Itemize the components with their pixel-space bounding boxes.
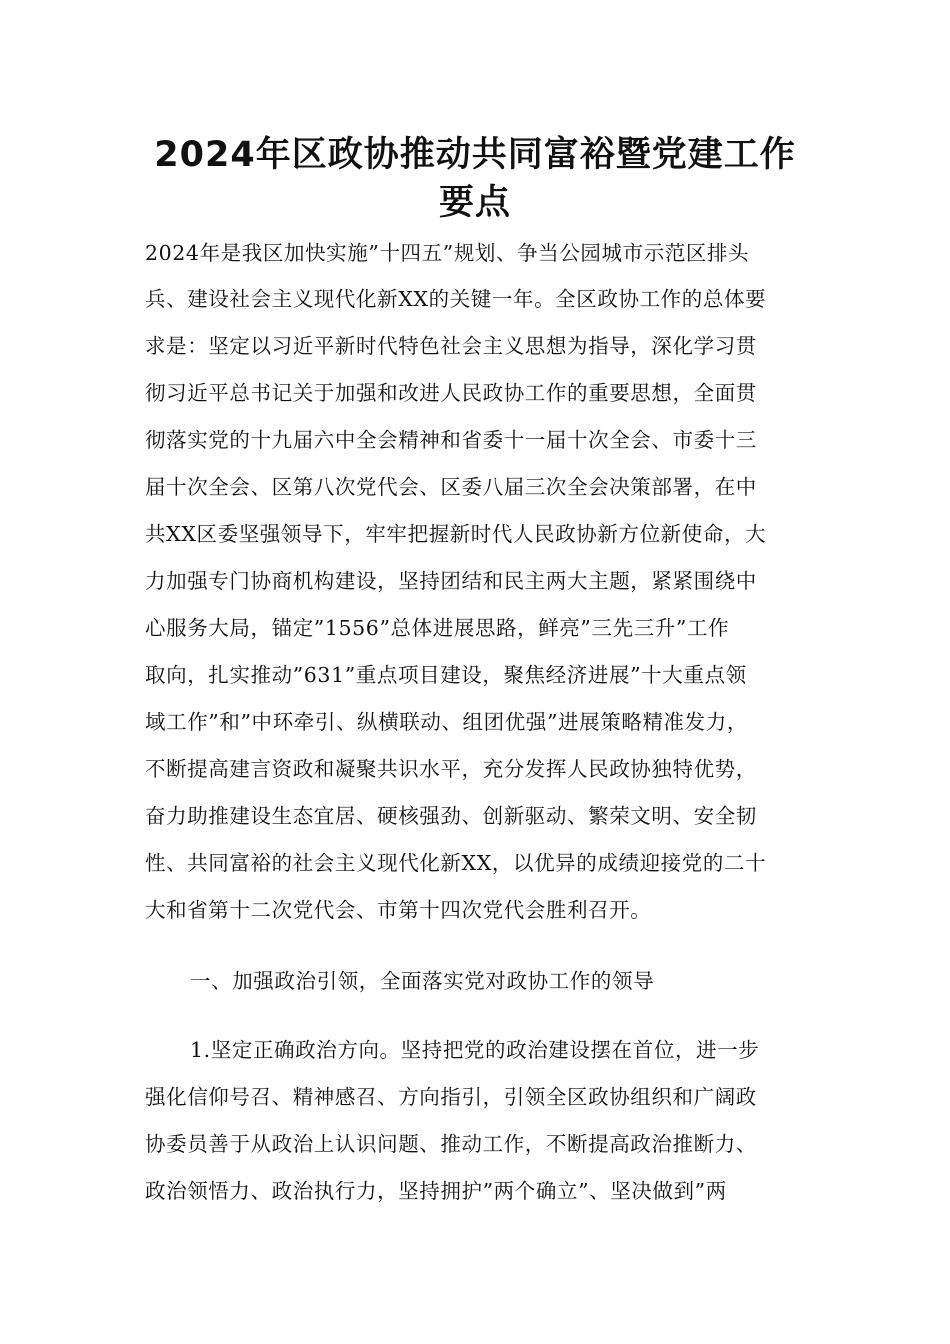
body-text-line: 共XX区委坚强领导下，牢牢把握新时代人民政协新方位新使命，大 [145, 522, 767, 546]
body-text-line: 大和省第十二次党代会、市第十四次党代会胜利召开。 [145, 898, 652, 922]
body-text-line: 彻落实党的十九届六中全会精神和省委十一届十次全会、市委十三 [145, 428, 757, 452]
body-text-line: 奋力助推建设生态宜居、硬核强劲、创新驱动、繁荣文明、安全韧 [145, 804, 757, 828]
body-text-line: 2024年是我区加快实施”十四五”规划、争当公园城市示范区排头 [145, 241, 750, 265]
body-text-line: 届十次全会、区第八次党代会、区委八届三次全会决策部署，在中 [145, 475, 757, 499]
body-text-line: 心服务大局，锚定”1556”总体进展思路，鲜亮”三先三升”工作 [145, 616, 730, 640]
body-text-line: 1.坚定正确政治方向。坚持把党的政治建设摆在首位，进一步 [190, 1038, 760, 1062]
body-text-line: 不断提高建言资政和凝聚共识水平，充分发挥人民政协独特优势， [145, 757, 757, 781]
section-heading: 一、加强政治引领，全面落实党对政协工作的领导 [190, 969, 655, 993]
body-text-line: 域工作”和”中环牵引、纵横联动、组团优强”进展策略精准发力， [145, 710, 748, 734]
document-title-line-2: 要点 [438, 183, 511, 223]
body-text-line: 力加强专门协商机构建设，坚持团结和民主两大主题，紧紧围绕中 [145, 569, 757, 593]
body-text-line: 彻习近平总书记关于加强和改进人民政协工作的重要思想，全面贯 [145, 381, 757, 405]
body-text-line: 政治领悟力、政治执行力，坚持拥护”两个确立”、坚决做到”两 [145, 1179, 727, 1203]
body-text-line: 兵、建设社会主义现代化新XX的关键一年。全区政协工作的总体要 [145, 287, 767, 311]
body-text-line: 取向，扎实推动”631”重点项目建设，聚焦经济进展”十大重点领 [145, 663, 747, 687]
document-title-line-1: 2024年区政协推动共同富裕暨党建工作 [154, 135, 796, 175]
body-text-line: 协委员善于从政治上认识问题、推动工作，不断提高政治推断力、 [145, 1132, 757, 1156]
body-text-line: 强化信仰号召、精神感召、方向指引，引领全区政协组织和广阔政 [145, 1085, 757, 1109]
body-text-line: 性、共同富裕的社会主义现代化新XX，以优异的成绩迎接党的二十 [145, 851, 767, 875]
body-text-line: 求是：坚定以习近平新时代特色社会主义思想为指导，深化学习贯 [145, 334, 757, 358]
